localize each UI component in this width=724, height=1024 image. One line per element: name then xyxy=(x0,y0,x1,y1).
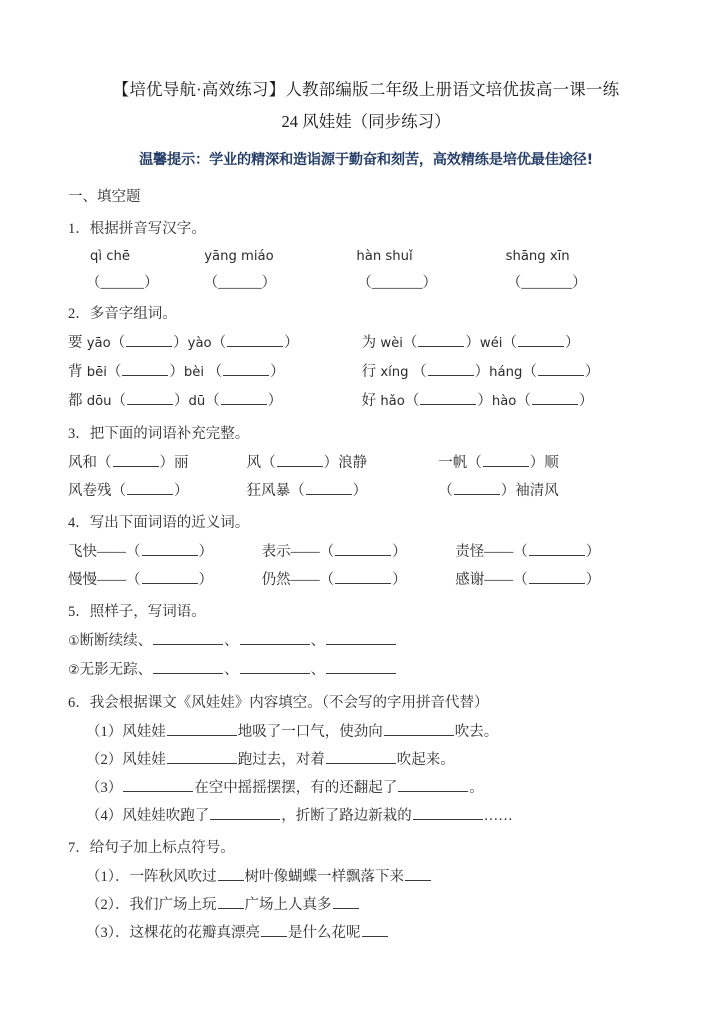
word-blank[interactable] xyxy=(326,659,396,674)
idiom-5 xyxy=(247,477,435,505)
question-2-row-1 xyxy=(68,329,664,358)
question-4-row-1 xyxy=(68,538,664,566)
item-label: （3） xyxy=(86,780,123,796)
polyphone-char: 背 xyxy=(68,364,83,380)
question-5-item-2: ②无影无踪、 、 、 xyxy=(68,656,664,685)
idiom-prefix: 风（ xyxy=(246,455,276,471)
idiom-prefix: 一帆（ xyxy=(438,455,482,471)
synonym-3 xyxy=(455,544,600,560)
synonym-prompt: 感谢——（ xyxy=(455,572,528,588)
idiom-suffix: ）顺 xyxy=(529,455,559,471)
question-7-item-2 xyxy=(68,891,664,919)
polyphone-reading-1: bēi xyxy=(86,365,107,380)
synonym-close: ） xyxy=(585,572,601,588)
question-1-answer-row xyxy=(68,270,664,296)
pinyin-1: qì chē xyxy=(90,249,130,264)
polyphone-reading-1: dōu xyxy=(86,394,112,409)
sample-word-1: 断断续续、 xyxy=(79,633,153,649)
idiom-blank[interactable] xyxy=(277,452,323,467)
question-6-item-1 xyxy=(68,718,664,746)
item-text-a: 风娃娃 xyxy=(122,752,166,768)
idiom-suffix: ） xyxy=(174,483,189,499)
item-text-a: 风娃娃吹跑了 xyxy=(122,808,210,824)
polyphone-reading-2: háng xyxy=(489,365,523,380)
document-title-line2: 24 风娃娃（同步练习） xyxy=(281,112,451,131)
polyphone-blank[interactable] xyxy=(532,390,578,405)
cloze-blank[interactable] xyxy=(326,749,396,764)
pinyin-2: yāng miáo xyxy=(204,249,274,264)
polyphone-pair-left-2: 背 bēi（ ）bèi （ ） xyxy=(68,358,358,387)
polyphone-blank[interactable] xyxy=(420,390,476,405)
synonym-prompt: 仍然——（ xyxy=(261,572,335,588)
question-1-heading: 1．根据拼音写汉字。 xyxy=(68,221,206,237)
item-text-b: ，折断了路边新栽的 xyxy=(281,808,412,824)
item-label: （3）． xyxy=(86,925,130,941)
section-heading-fill-in-blank: 一、填空题 xyxy=(68,189,141,205)
answer-blank-4[interactable]: （_______） xyxy=(506,275,587,291)
polyphone-reading-1: yāo xyxy=(86,336,111,351)
sentence-part-b: 广场上人真多 xyxy=(244,897,332,913)
sentence-part-a: 我们广场上玩 xyxy=(129,897,217,913)
idiom-blank[interactable] xyxy=(306,480,352,495)
polyphone-blank[interactable] xyxy=(126,332,172,347)
punctuation-blank[interactable] xyxy=(218,866,244,881)
list-marker-1: ① xyxy=(68,634,80,649)
item-text-b: 地吸了一口气，使劲向 xyxy=(237,724,383,740)
polyphone-reading-1: xíng xyxy=(380,365,409,380)
question-3-row-2 xyxy=(68,477,664,505)
polyphone-reading-2: hào xyxy=(491,394,517,409)
question-2-row-3 xyxy=(68,387,664,416)
polyphone-blank[interactable] xyxy=(221,390,267,405)
polyphone-pair-left-1: 要 yāo（ ）yào（ ） xyxy=(68,329,358,358)
synonym-1 xyxy=(68,538,258,566)
question-4-row-2 xyxy=(68,566,664,594)
question-1-pinyin-row xyxy=(68,244,664,270)
polyphone-pair-right-3: 好 hǎo（ ）hào（ ） xyxy=(362,393,594,409)
idiom-blank[interactable] xyxy=(127,480,173,495)
polyphone-char: 为 xyxy=(361,335,377,351)
polyphone-blank[interactable] xyxy=(428,361,474,376)
item-label: （1）． xyxy=(86,869,130,885)
document-title-line1: 【培优导航·高效练习】人教部编版二年级上册语文培优拔高一课一练 xyxy=(112,80,620,99)
cloze-blank[interactable] xyxy=(210,805,280,820)
idiom-blank[interactable] xyxy=(454,480,500,495)
synonym-blank[interactable] xyxy=(142,569,198,584)
idiom-prefix: 风和（ xyxy=(68,455,112,471)
question-6-item-4 xyxy=(68,802,664,830)
pinyin-3: hàn shuǐ xyxy=(356,249,413,264)
answer-blank-3[interactable]: （_______） xyxy=(357,275,437,291)
synonym-2 xyxy=(262,538,452,566)
punctuation-blank[interactable] xyxy=(333,894,359,909)
sentence-part-a: 这棵花的花瓣真漂亮 xyxy=(129,925,260,941)
question-6-heading: 6．我会根据课文《风娃娃》内容填空。（不会写的字用拼音代替） xyxy=(68,695,489,711)
item-text-a: 风娃娃 xyxy=(122,724,166,740)
polyphone-blank[interactable] xyxy=(418,332,464,347)
idiom-suffix: ）丽 xyxy=(159,455,189,471)
warm-tip-banner: 温馨提示：学业的精深和造诣源于勤奋和刻苦，高效精练是培优最佳途径! xyxy=(139,152,593,168)
list-marker-2: ② xyxy=(68,663,80,678)
idiom-prefix: （ xyxy=(438,483,453,499)
word-blank[interactable] xyxy=(240,630,310,645)
question-3-row-1 xyxy=(68,449,664,477)
polyphone-pair-right-1: 为 wèi（ ）wéi（ ） xyxy=(362,335,580,351)
synonym-prompt: 责怪——（ xyxy=(455,544,528,560)
polyphone-char: 都 xyxy=(68,393,83,409)
item-label: （2）． xyxy=(86,897,130,913)
idiom-suffix: ）袖清风 xyxy=(500,483,559,499)
synonym-blank[interactable] xyxy=(142,541,198,556)
question-5-item-1: ①断断续续、 、 、 xyxy=(68,627,664,656)
synonym-close: ） xyxy=(585,544,601,560)
punctuation-blank[interactable] xyxy=(261,922,287,937)
item-text-c: 吹去。 xyxy=(454,724,499,740)
synonym-close: ） xyxy=(392,544,407,560)
polyphone-char: 行 xyxy=(361,364,377,380)
idiom-prefix: 狂风暴（ xyxy=(246,483,305,499)
idiom-1 xyxy=(68,449,243,477)
question-2-row-2 xyxy=(68,358,664,387)
item-text-c: 吹起来。 xyxy=(396,752,455,768)
polyphone-reading-1: wèi xyxy=(380,336,403,351)
idiom-blank[interactable] xyxy=(483,452,529,467)
polyphone-blank[interactable] xyxy=(127,390,173,405)
polyphone-blank[interactable] xyxy=(223,361,269,376)
word-blank[interactable] xyxy=(240,659,310,674)
item-label: （4） xyxy=(86,808,123,824)
answer-blank-2[interactable]: （______） xyxy=(203,275,277,291)
polyphone-reading-2: wéi xyxy=(479,336,503,351)
question-2-heading: 2．多音字组词。 xyxy=(68,306,177,322)
word-blank[interactable] xyxy=(153,630,223,645)
question-4-heading: 4．写出下面词语的近义词。 xyxy=(68,515,250,531)
question-7-heading: 7．给句子加上标点符号。 xyxy=(68,840,235,856)
polyphone-pair-left-3: 都 dōu（ ）dū（ ） xyxy=(68,387,358,416)
sentence-part-b: 树叶像蝴蝶一样飘落下来 xyxy=(244,869,404,885)
question-7-item-1 xyxy=(68,863,664,891)
idiom-suffix: ）浪静 xyxy=(323,455,368,471)
synonym-blank[interactable] xyxy=(335,541,391,556)
polyphone-reading-2: bèi xyxy=(183,365,205,380)
synonym-close: ） xyxy=(198,572,213,588)
question-6-item-2 xyxy=(68,746,664,774)
synonym-blank[interactable] xyxy=(529,541,585,556)
word-blank[interactable] xyxy=(153,659,223,674)
polyphone-blank[interactable] xyxy=(122,361,168,376)
polyphone-reading-2: dū xyxy=(188,394,206,409)
cloze-blank[interactable] xyxy=(123,777,193,792)
idiom-blank[interactable] xyxy=(113,452,159,467)
punctuation-blank[interactable] xyxy=(218,894,244,909)
cloze-blank[interactable] xyxy=(167,749,237,764)
item-label: （2） xyxy=(86,752,123,768)
question-7-item-3 xyxy=(68,919,664,947)
polyphone-blank[interactable] xyxy=(518,332,564,347)
cloze-blank[interactable] xyxy=(413,805,483,820)
question-3-heading: 3．把下面的词语补充完整。 xyxy=(68,426,250,442)
polyphone-char: 要 xyxy=(68,335,83,351)
synonym-close: ） xyxy=(392,572,407,588)
sentence-part-b: 是什么花呢 xyxy=(288,925,361,941)
punctuation-blank[interactable] xyxy=(405,866,431,881)
polyphone-reading-1: hǎo xyxy=(380,394,405,409)
answer-blank-1[interactable]: （______） xyxy=(86,275,159,291)
idiom-6 xyxy=(438,483,559,499)
question-5-heading: 5．照样子，写词语。 xyxy=(68,604,206,620)
polyphone-reading-2: yào xyxy=(187,336,212,351)
synonym-prompt: 慢慢——（ xyxy=(68,572,141,588)
sample-word-2: 无影无踪、 xyxy=(79,662,153,678)
item-text-c: 。 xyxy=(469,780,484,796)
synonym-5 xyxy=(262,566,452,594)
sentence-part-a: 一阵秋风吹过 xyxy=(129,869,217,885)
synonym-6 xyxy=(455,572,600,588)
synonym-blank[interactable] xyxy=(529,569,585,584)
item-label: （1） xyxy=(86,724,123,740)
item-text-b: 跑过去，对着 xyxy=(237,752,325,768)
synonym-4 xyxy=(68,566,258,594)
item-text-b: 在空中摇摇摆摆，有的还翻起了 xyxy=(194,780,398,796)
cloze-blank[interactable] xyxy=(384,721,454,736)
idiom-3 xyxy=(438,455,559,471)
idiom-suffix: ） xyxy=(352,483,368,499)
question-6-item-3 xyxy=(68,774,664,802)
polyphone-blank[interactable] xyxy=(227,332,283,347)
idiom-prefix: 风卷残（ xyxy=(68,483,126,499)
pinyin-4: shāng xīn xyxy=(505,249,570,264)
polyphone-pair-right-2: 行 xíng （ ）háng（ ） xyxy=(362,364,600,380)
synonym-prompt: 表示——（ xyxy=(261,544,335,560)
synonym-blank[interactable] xyxy=(335,569,391,584)
cloze-blank[interactable] xyxy=(167,721,237,736)
cloze-blank[interactable] xyxy=(398,777,468,792)
punctuation-blank[interactable] xyxy=(362,922,388,937)
polyphone-char: 好 xyxy=(361,393,377,409)
synonym-prompt: 飞快——（ xyxy=(68,544,141,560)
word-blank[interactable] xyxy=(326,630,396,645)
idiom-4 xyxy=(68,477,243,505)
item-text-c: …… xyxy=(483,808,513,824)
polyphone-blank[interactable] xyxy=(538,361,584,376)
idiom-2 xyxy=(247,449,435,477)
synonym-close: ） xyxy=(198,544,213,560)
